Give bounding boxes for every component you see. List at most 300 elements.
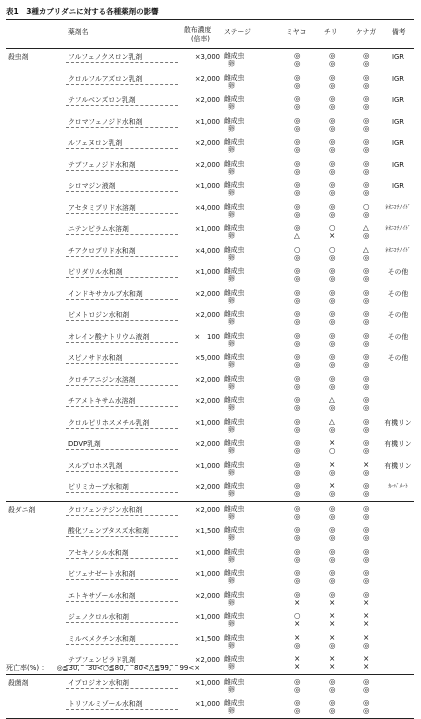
chiri-egg-result: ◎: [329, 554, 336, 564]
stage-adult-cell: 雌成虫: [224, 159, 245, 168]
dilution-cell: ×2,000: [194, 440, 220, 448]
miyako-adult-result: ◎: [294, 416, 301, 426]
group-label: 殺ダニ剤: [8, 505, 36, 514]
kenaga-egg-result: ◎: [363, 295, 370, 305]
kenaga-adult-result: ×: [363, 654, 370, 663]
kenaga-egg-result: ◎: [363, 145, 370, 154]
row-underline: [66, 709, 178, 710]
chiri-adult-result: ◎: [329, 503, 336, 513]
table-row: [6, 92, 414, 114]
kenaga-adult-result: ×: [363, 459, 370, 469]
kenaga-egg-result: ◎: [363, 123, 370, 133]
dilution-cell: ×1,000: [194, 225, 220, 233]
table-title: 表1 3種カブリダニに対する各種薬剤の影響: [6, 7, 159, 16]
note-cell: その他: [387, 354, 409, 362]
kenaga-egg-result: ◎: [363, 467, 370, 477]
chiri-egg-result: ◎: [329, 59, 336, 68]
dilution-cell: ×4,000: [194, 203, 220, 212]
table-row: [6, 588, 414, 610]
miyako-egg-result: ◎: [294, 403, 301, 412]
stage-egg-cell: 卵: [228, 404, 235, 412]
kenaga-adult-result: △: [363, 223, 369, 232]
dilution-cell: ×2,000: [194, 96, 220, 104]
kenaga-egg-result: ◎: [363, 188, 370, 197]
miyako-adult-result: ◎: [294, 589, 301, 599]
kenaga-egg-result: ◎: [363, 317, 370, 326]
table-row: [6, 393, 414, 415]
miyako-egg-result: ◎: [294, 706, 301, 715]
dilution-cell: ×2,000: [194, 656, 220, 664]
group-rule: [6, 718, 414, 719]
note-cell: IGR: [392, 117, 404, 126]
kenaga-egg-result: ◎: [363, 59, 370, 68]
kenaga-egg-result: ◎: [363, 381, 370, 391]
drug-name: クロルフルアズロン乳剤: [68, 74, 143, 83]
miyako-adult-result: ◎: [294, 72, 301, 82]
stage-adult-cell: 雌成虫: [224, 396, 245, 404]
miyako-adult-result: ◎: [294, 395, 301, 404]
chiri-adult-result: ◎: [329, 589, 336, 599]
table-row: [6, 436, 414, 458]
chiri-adult-result: ◎: [329, 698, 336, 707]
stage-egg-cell: 卵: [228, 361, 235, 369]
dilution-cell: ×1,500: [194, 527, 220, 535]
miyako-adult-result: ○: [294, 244, 301, 254]
kenaga-adult-result: ◎: [363, 416, 370, 426]
miyako-egg-result: ◎: [294, 80, 301, 90]
stage-adult-cell: 雌成虫: [224, 52, 245, 60]
chiri-adult-result: ◎: [329, 72, 336, 82]
miyako-adult-result: ◎: [294, 158, 301, 168]
chiri-adult-result: ◎: [329, 330, 336, 340]
chiri-adult-result: ◎: [329, 201, 336, 211]
miyako-adult-result: ◎: [294, 438, 301, 447]
header-note: 備考: [392, 28, 406, 36]
kenaga-adult-result: ◎: [363, 525, 370, 534]
kenaga-adult-result: ◎: [363, 546, 370, 556]
table-body: [6, 49, 414, 719]
table-row: [6, 566, 414, 588]
chiri-adult-result: ×: [329, 438, 336, 447]
chiri-adult-result: ◎: [329, 373, 336, 383]
stage-egg-cell: 卵: [228, 641, 235, 650]
chiri-adult-result: ×: [329, 654, 336, 663]
row-underline: [66, 84, 178, 85]
header-miyako: ミヤコ: [286, 28, 307, 36]
drug-name: DDVP乳剤: [68, 440, 101, 448]
pesticide-table: [6, 19, 414, 719]
stage-adult-cell: 雌成虫: [224, 699, 245, 707]
miyako-egg-result: ◎: [294, 188, 301, 197]
header-name: 薬剤名: [68, 28, 89, 36]
kenaga-adult-result: ◎: [363, 676, 370, 686]
miyako-adult-result: ◎: [294, 568, 301, 577]
miyako-egg-result: ◎: [294, 360, 301, 369]
miyako-adult-result: ○: [294, 611, 301, 620]
stage-adult-cell: 雌成虫: [224, 547, 245, 556]
stage-adult-cell: 雌成虫: [224, 439, 245, 447]
dilution-cell: ×2,000: [194, 591, 220, 600]
stage-egg-cell: 卵: [228, 60, 235, 68]
row-underline: [66, 644, 178, 645]
miyako-adult-result: ◎: [294, 481, 301, 490]
drug-name: ルフェヌロン乳剤: [68, 139, 123, 147]
stage-egg-cell: 卵: [228, 167, 235, 176]
kenaga-adult-result: ◎: [363, 395, 370, 404]
chiri-egg-result: ◎: [329, 706, 336, 715]
chiri-adult-result: ◎: [329, 137, 336, 146]
kenaga-adult-result: ◎: [363, 309, 370, 318]
chiri-egg-result: ◎: [329, 123, 336, 133]
dilution-cell: ×1,000: [194, 268, 220, 276]
kenaga-egg-result: ×: [363, 619, 370, 628]
kenaga-adult-result: ×: [363, 611, 370, 620]
stage-egg-cell: 卵: [228, 382, 235, 391]
row-underline: [66, 579, 178, 580]
chiri-adult-result: ◎: [329, 568, 336, 577]
note-cell: その他: [387, 332, 409, 341]
table-row: [6, 329, 414, 351]
chiri-egg-result: ◎: [329, 188, 336, 197]
miyako-egg-result: △: [294, 231, 300, 240]
legend-item: ◎≦30,: [56, 664, 80, 672]
note-cell: 有機リン: [384, 461, 412, 470]
stage-adult-cell: 雌成虫: [224, 417, 245, 426]
chiri-adult-result: ◎: [329, 676, 336, 686]
miyako-egg-result: ◎: [294, 381, 301, 391]
row-underline: [66, 234, 178, 235]
miyako-adult-result: ◎: [294, 330, 301, 340]
legend-item: 99<×: [179, 664, 201, 672]
drug-name: テブフェンピラド乳剤: [68, 656, 136, 664]
stage-egg-cell: 卵: [228, 189, 235, 197]
stage-adult-cell: 雌成虫: [224, 267, 245, 275]
drug-name: イプロジオン水和剤: [68, 678, 129, 687]
kenaga-adult-result: ◎: [363, 287, 370, 297]
drug-name: ピリダリル水和剤: [68, 268, 123, 276]
row-underline: [66, 277, 178, 278]
stage-adult-cell: 雌成虫: [224, 569, 245, 577]
table-row: [6, 49, 414, 71]
drug-name: スルプロホス乳剤: [68, 461, 123, 470]
stage-adult-cell: 雌成虫: [224, 374, 245, 383]
miyako-adult-result: ◎: [294, 51, 301, 60]
header-kenaga: ケナガ: [356, 28, 377, 36]
stage-adult-cell: 雌成虫: [224, 482, 245, 490]
dilution-cell: ×1,000: [194, 678, 220, 687]
miyako-egg-result: ◎: [294, 511, 301, 521]
row-underline: [66, 622, 178, 623]
row-underline: [66, 213, 178, 214]
kenaga-egg-result: ◎: [363, 640, 370, 650]
chiri-egg-result: ◎: [329, 640, 336, 650]
row-underline: [66, 148, 178, 149]
kenaga-adult-result: ◎: [363, 72, 370, 82]
miyako-adult-result: ◎: [294, 223, 301, 232]
stage-egg-cell: 卵: [228, 577, 235, 585]
kenaga-adult-result: ◎: [363, 330, 370, 340]
chiri-egg-result: ◎: [329, 381, 336, 391]
kenaga-egg-result: ◎: [363, 554, 370, 564]
miyako-egg-result: ◎: [294, 533, 301, 542]
chiri-egg-result: ◎: [329, 145, 336, 154]
dilution-cell: ×1,000: [194, 418, 220, 427]
drug-name: 酸化フェンブタスズ水和剤: [68, 527, 149, 535]
dilution-cell: × 100: [194, 332, 220, 341]
stage-adult-cell: 雌成虫: [224, 526, 245, 534]
stage-egg-cell: 卵: [228, 339, 235, 348]
table-row: [6, 114, 414, 136]
drug-name: フルフェノクスロン乳剤: [68, 53, 143, 61]
kenaga-adult-result: ◎: [363, 115, 370, 125]
table-row: [6, 135, 414, 157]
stage-adult-cell: 雌成虫: [224, 677, 245, 686]
row-underline: [66, 492, 178, 493]
kenaga-egg-result: ◎: [363, 360, 370, 369]
chiri-adult-result: ◎: [329, 525, 336, 534]
note-cell: IGR: [392, 96, 404, 104]
dilution-cell: ×3,000: [194, 53, 220, 61]
drug-name: チアメトキサム水溶剤: [68, 397, 136, 405]
kenaga-egg-result: ◎: [363, 231, 370, 240]
chiri-adult-result: ×: [329, 632, 336, 642]
miyako-adult-result: ◎: [294, 373, 301, 383]
dilution-cell: ×1,000: [194, 700, 220, 708]
stage-egg-cell: 卵: [228, 598, 235, 607]
row-underline: [66, 536, 178, 537]
table-row: [6, 458, 414, 480]
kenaga-adult-result: ◎: [363, 51, 370, 60]
note-cell: その他: [387, 289, 409, 298]
table-row: [6, 502, 414, 524]
chiri-egg-result: ◎: [329, 403, 336, 412]
chiri-adult-result: ×: [329, 611, 336, 620]
miyako-egg-result: ◎: [294, 274, 301, 283]
chiri-egg-result: ◎: [329, 209, 336, 219]
miyako-egg-result: ◎: [294, 252, 301, 262]
stage-adult-cell: 雌成虫: [224, 181, 245, 189]
dilution-cell: ×1,000: [194, 117, 220, 126]
row-underline: [66, 406, 178, 407]
table-row: [6, 523, 414, 545]
kenaga-egg-result: ◎: [363, 511, 370, 521]
dilution-cell: ×2,000: [194, 483, 220, 491]
row-underline: [66, 299, 178, 300]
chiri-egg-result: ◎: [329, 252, 336, 262]
drug-name: ピメトロジン水和剤: [68, 311, 130, 319]
row-underline: [66, 449, 178, 450]
miyako-adult-result: ◎: [294, 459, 301, 469]
chiri-egg-result: ×: [329, 619, 336, 628]
drug-name: ピリミカーブ水和剤: [68, 483, 129, 491]
table-row: [6, 243, 414, 265]
stage-egg-cell: 卵: [228, 124, 235, 133]
table-row: [6, 545, 414, 567]
kenaga-egg-result: ◎: [363, 446, 370, 455]
drug-name: クロチアニジン水溶剤: [68, 375, 136, 384]
note-cell: ﾈｵﾆｺﾁﾉｲﾄﾞ: [385, 204, 411, 211]
miyako-adult-result: ◎: [294, 287, 301, 297]
table-row: [6, 415, 414, 437]
table-row: [6, 157, 414, 179]
chiri-adult-result: △: [329, 416, 335, 426]
chiri-egg-result: ◎: [329, 166, 336, 176]
row-underline: [66, 428, 178, 429]
miyako-adult-result: ◎: [294, 503, 301, 513]
dilution-cell: ×1,500: [194, 634, 220, 643]
chiri-adult-result: ◎: [329, 546, 336, 556]
stage-egg-cell: 卵: [228, 534, 235, 542]
table-row: [6, 479, 414, 501]
stage-egg-cell: 卵: [228, 253, 235, 262]
row-underline: [66, 471, 178, 472]
miyako-egg-result: ◎: [294, 145, 301, 154]
dilution-cell: ×1,000: [194, 548, 220, 557]
miyako-egg-result: ◎: [294, 123, 301, 133]
row-underline: [66, 127, 178, 128]
table-row: [6, 71, 414, 93]
miyako-egg-result: ◎: [294, 295, 301, 305]
header-dilution-sub: (倍率): [191, 35, 210, 43]
table-row: [6, 200, 414, 222]
miyako-egg-result: ◎: [294, 59, 301, 68]
note-cell: IGR: [392, 74, 404, 83]
table-row: [6, 609, 414, 631]
stage-egg-cell: 卵: [228, 232, 235, 240]
note-cell: その他: [387, 268, 409, 276]
drug-name: トリフルミゾール水和剤: [68, 700, 143, 708]
row-underline: [66, 342, 178, 343]
chiri-egg-result: ×: [329, 597, 336, 607]
dilution-cell: ×2,000: [194, 289, 220, 298]
kenaga-adult-result: ◎: [363, 158, 370, 168]
kenaga-adult-result: ×: [363, 632, 370, 642]
miyako-egg-result: ◎: [294, 424, 301, 434]
chiri-egg-result: ◎: [329, 338, 336, 348]
kenaga-egg-result: ×: [363, 597, 370, 607]
drug-name: スピノサド水和剤: [68, 354, 123, 362]
miyako-egg-result: ◎: [294, 554, 301, 564]
stage-egg-cell: 卵: [228, 296, 235, 305]
chiri-egg-result: ◎: [329, 576, 336, 585]
stage-adult-cell: 雌成虫: [224, 612, 245, 620]
kenaga-egg-result: ◎: [363, 424, 370, 434]
dilution-cell: ×2,000: [194, 505, 220, 514]
kenaga-adult-result: ◎: [363, 266, 370, 275]
kenaga-adult-result: ◎: [363, 438, 370, 447]
row-underline: [66, 320, 178, 321]
stage-adult-cell: 雌成虫: [224, 202, 245, 211]
drug-name: テブフェノジド水和剤: [68, 160, 136, 169]
drug-name: アセタミプリド水溶剤: [68, 203, 136, 212]
row-underline: [66, 105, 178, 106]
stage-egg-cell: 卵: [228, 685, 235, 694]
row-underline: [66, 256, 178, 257]
dilution-cell: ×1,000: [194, 461, 220, 470]
drug-name: ジェノクロル水和剤: [68, 613, 129, 621]
miyako-egg-result: ◎: [294, 102, 301, 111]
stage-adult-cell: 雌成虫: [224, 590, 245, 599]
chiri-egg-result: ◎: [329, 317, 336, 326]
stage-adult-cell: 雌成虫: [224, 310, 245, 318]
dilution-cell: ×2,000: [194, 160, 220, 169]
stage-egg-cell: 卵: [228, 425, 235, 434]
stage-adult-cell: 雌成虫: [224, 633, 245, 642]
chiri-adult-result: ×: [329, 481, 336, 490]
chiri-adult-result: ○: [329, 223, 336, 232]
drug-name: インドキサカルブ水和剤: [68, 289, 143, 298]
header-stage: ステージ: [224, 28, 251, 36]
chiri-egg-result: ×: [329, 662, 336, 671]
stage-adult-cell: 雌成虫: [224, 460, 245, 469]
row-underline: [66, 170, 178, 171]
dilution-cell: ×2,000: [194, 375, 220, 384]
legend-label: 死亡率(%) ：: [6, 664, 49, 672]
chiri-egg-result: ◎: [329, 102, 336, 111]
group-label: 殺菌剤: [8, 678, 29, 687]
kenaga-adult-result: △: [363, 244, 369, 254]
chiri-adult-result: ◎: [329, 287, 336, 297]
dilution-cell: ×2,000: [194, 397, 220, 405]
miyako-egg-result: ◎: [294, 338, 301, 348]
note-cell: 有機リン: [384, 440, 412, 448]
chiri-egg-result: ×: [329, 231, 336, 240]
stage-egg-cell: 卵: [228, 103, 235, 111]
stage-adult-cell: 雌成虫: [224, 116, 245, 125]
dilution-cell: ×5,000: [194, 354, 220, 362]
miyako-adult-result: ×: [294, 632, 301, 642]
drug-name: クロフェンテジン水和剤: [68, 505, 143, 514]
drug-name: ビフェナゼート水和剤: [68, 570, 136, 578]
stage-adult-cell: 雌成虫: [224, 73, 245, 82]
table-row: [6, 675, 414, 697]
note-cell: IGR: [392, 182, 404, 190]
dilution-cell: ×1,000: [194, 613, 220, 621]
chiri-adult-result: ◎: [329, 180, 336, 189]
miyako-adult-result: ◎: [294, 352, 301, 361]
row-underline: [66, 688, 178, 689]
stage-egg-cell: 卵: [228, 663, 235, 671]
kenaga-adult-result: ◎: [363, 589, 370, 599]
stage-egg-cell: 卵: [228, 275, 235, 283]
miyako-adult-result: ◎: [294, 115, 301, 125]
stage-egg-cell: 卵: [228, 707, 235, 715]
miyako-egg-result: ◎: [294, 684, 301, 694]
chiri-egg-result: ○: [329, 446, 336, 455]
miyako-egg-result: ◎: [294, 166, 301, 176]
chiri-egg-result: ◎: [329, 360, 336, 369]
chiri-egg-result: ◎: [329, 80, 336, 90]
kenaga-egg-result: ◎: [363, 403, 370, 412]
table-header: [6, 20, 414, 48]
kenaga-adult-result: ◎: [363, 503, 370, 513]
kenaga-adult-result: ◎: [363, 352, 370, 361]
drug-name: クロマフェノジド水和剤: [68, 117, 143, 126]
table-row: [6, 696, 414, 718]
row-underline: [66, 191, 178, 192]
chiri-adult-result: ◎: [329, 352, 336, 361]
miyako-adult-result: ◎: [294, 309, 301, 318]
table-group: [6, 502, 414, 674]
chiri-egg-result: ◎: [329, 511, 336, 521]
miyako-adult-result: ◎: [294, 137, 301, 146]
kenaga-egg-result: ◎: [363, 338, 370, 348]
kenaga-egg-result: ◎: [363, 274, 370, 283]
chiri-adult-result: ◎: [329, 94, 336, 103]
miyako-adult-result: ◎: [294, 698, 301, 707]
table-row: [6, 178, 414, 200]
chiri-egg-result: ◎: [329, 295, 336, 305]
